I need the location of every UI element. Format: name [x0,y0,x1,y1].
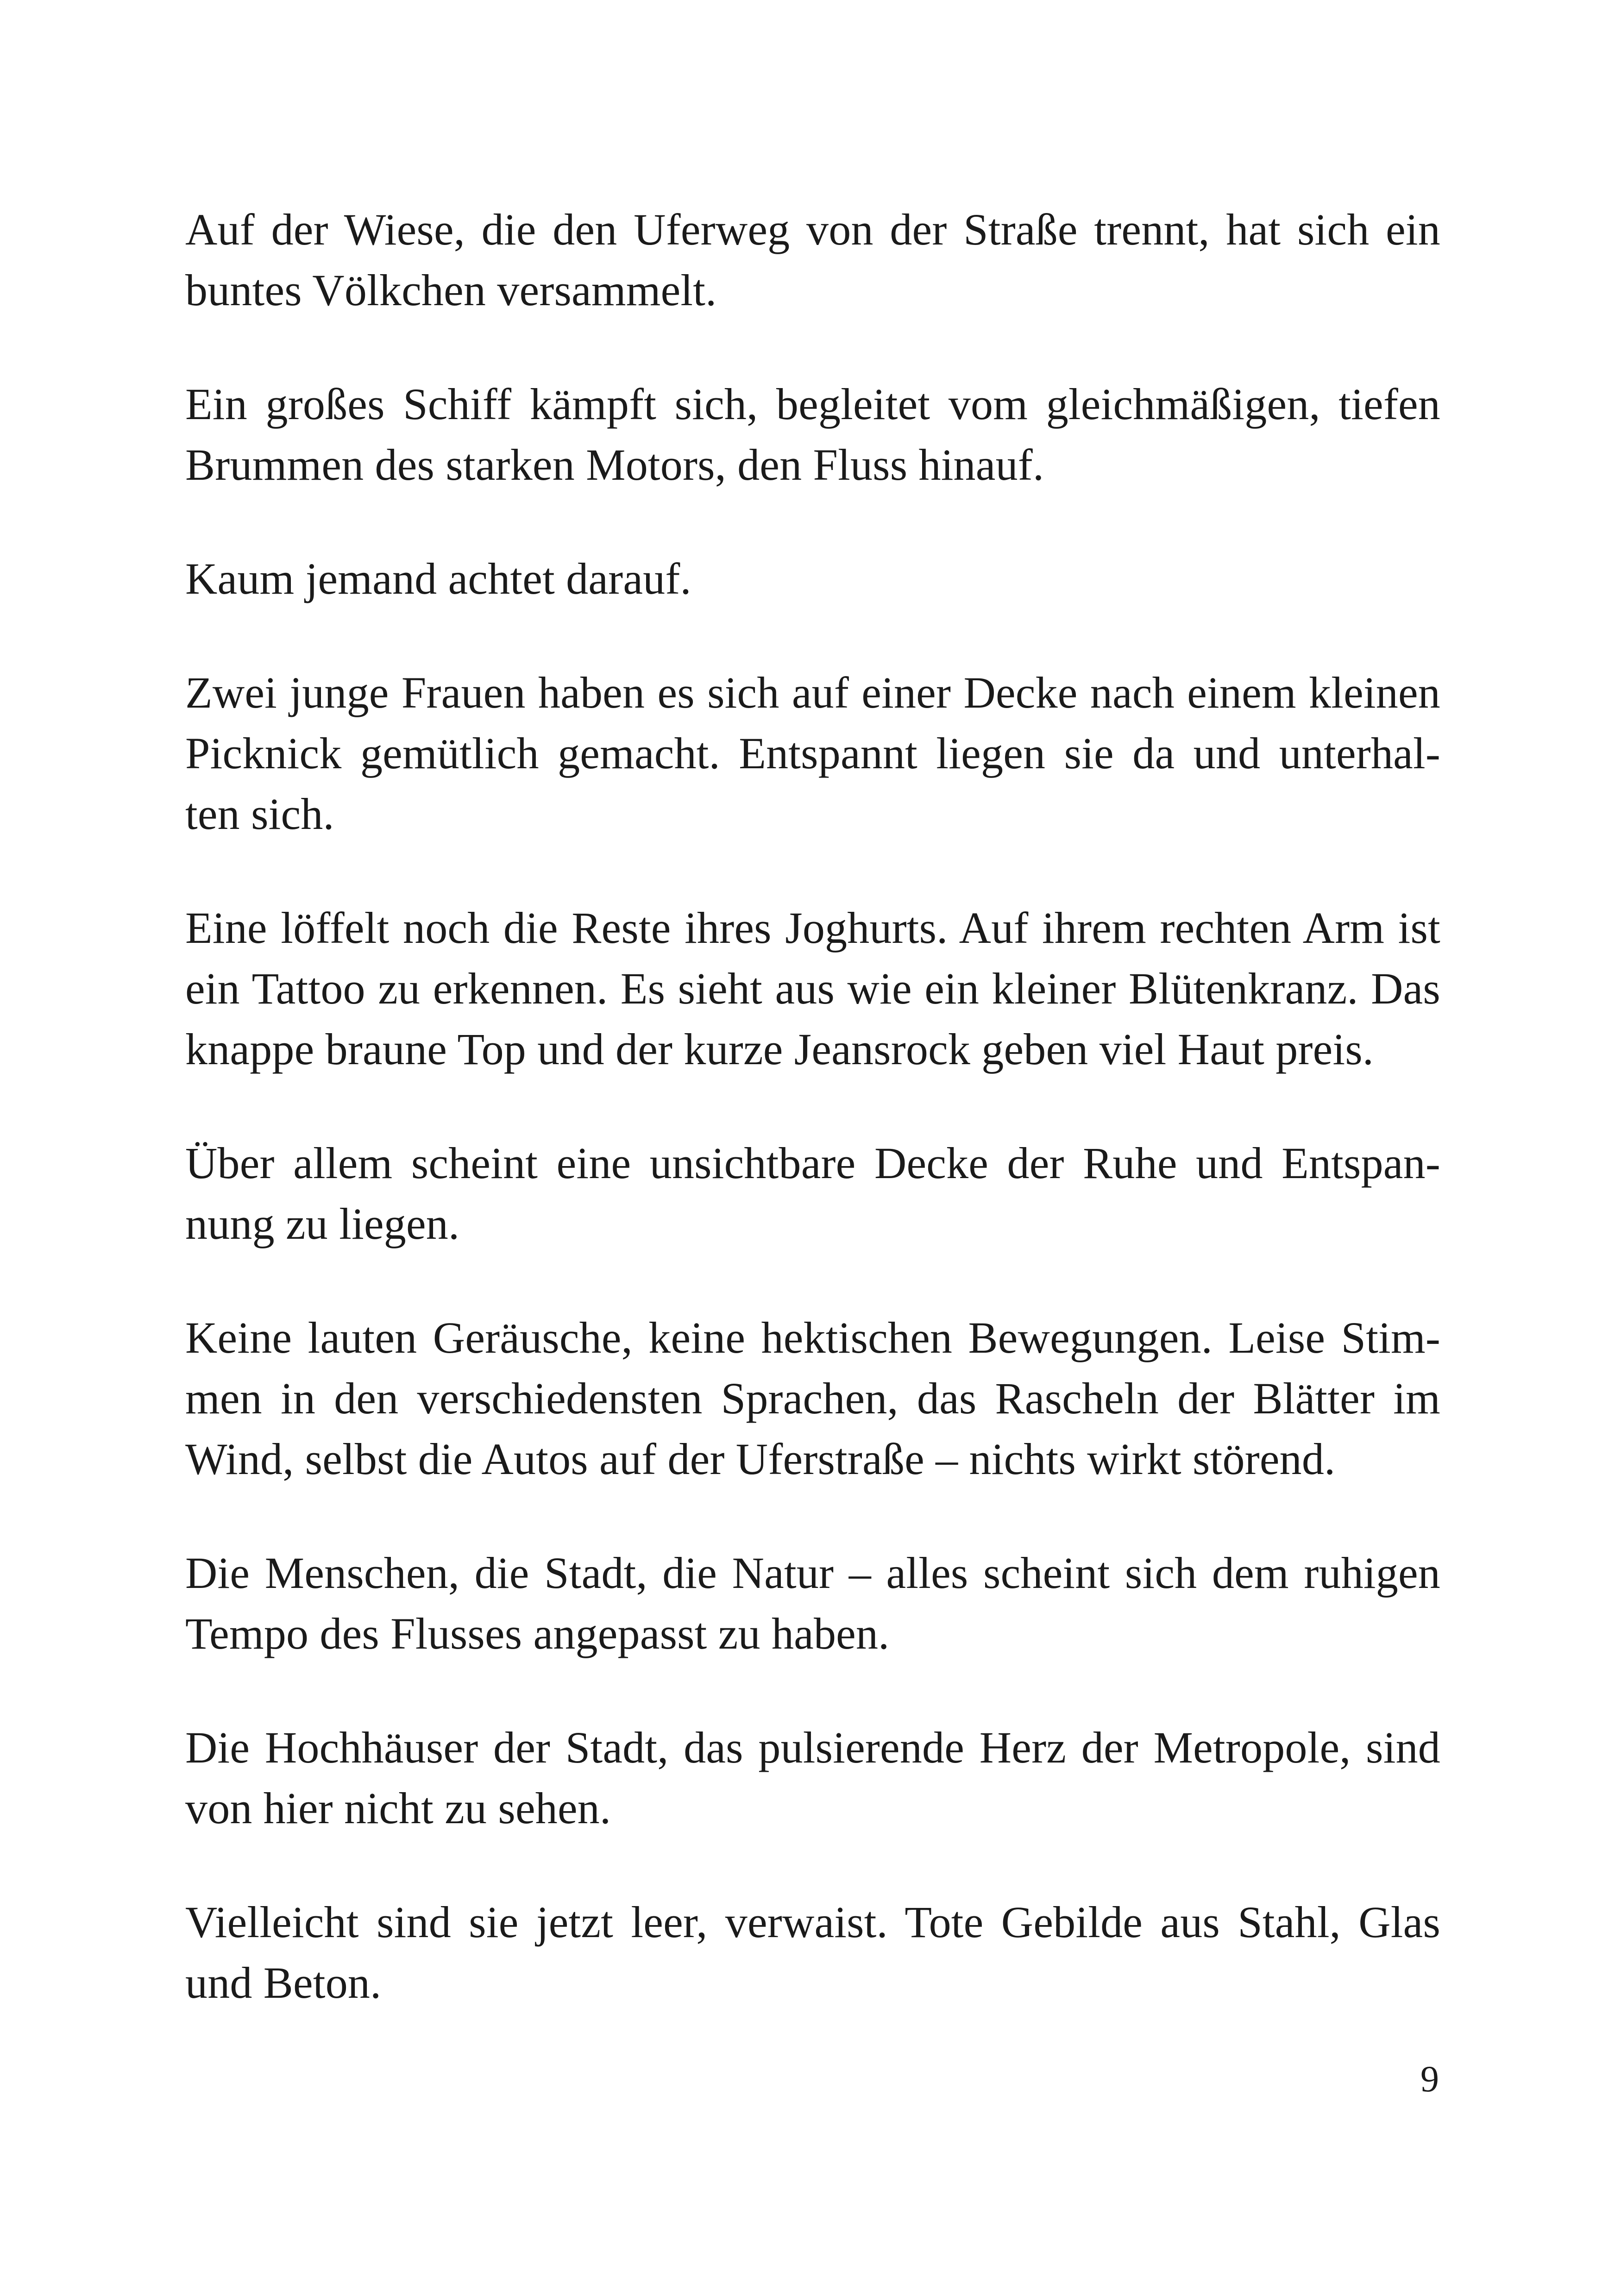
paragraph [185,1892,1440,2013]
text-line: Über allem scheint eine unsichtbare Decke der Ruhe und Entspan- [185,1138,1440,1188]
text-line: knappe braune Top und der kurze Jeansrock geben viel Haut preis. [185,1024,1374,1074]
paragraph [185,1133,1440,1254]
text-line: Die Hochhäuser der Stadt, das pulsierende Herz der Metropole, sind [185,1723,1440,1772]
text-line: Wind, selbst die Autos auf der Uferstraße – nichts wirkt störend. [185,1434,1336,1484]
paragraph [185,1543,1440,1664]
paragraph [185,374,1440,495]
text-line: von hier nicht zu sehen. [185,1783,611,1833]
paragraph [185,662,1440,844]
text-line: Keine lauten Geräusche, keine hektischen Bewegungen. Leise Stim- [185,1313,1440,1362]
paragraph [185,897,1440,1079]
text-line: ten sich. [185,789,334,839]
text-line: Zwei junge Frauen haben es sich auf einer Decke nach einem kleinen [185,668,1440,717]
page-body [185,199,1440,2066]
text-line: Auf der Wiese, die den Uferweg von der Straße trennt, hat sich ein [185,205,1440,254]
text-line: nung zu liegen. [185,1199,460,1248]
page-number: 9 [1420,2059,1439,2100]
text-line: Ein großes Schiff kämpft sich, begleitet vom gleichmäßigen, tiefen [185,379,1440,429]
text-line: Picknick gemütlich gemacht. Entspannt liegen sie da und unterhal- [185,728,1440,778]
text-line: Die Menschen, die Stadt, die Natur – alles scheint sich dem ruhigen [185,1548,1440,1598]
text-line: Tempo des Flusses angepasst zu haben. [185,1609,890,1658]
paragraph [185,1307,1440,1489]
text-line: und Beton. [185,1958,382,2007]
text-line: Kaum jemand achtet darauf. [185,554,691,603]
paragraph [185,548,1440,609]
text-line: ein Tattoo zu erkennen. Es sieht aus wie ein kleiner Blütenkranz. Das [185,964,1440,1013]
text-line: Vielleicht sind sie jetzt leer, verwaist. Tote Gebilde aus Stahl, Glas [185,1897,1440,1947]
text-line: buntes Völkchen versammelt. [185,265,717,315]
paragraph [185,199,1440,320]
text-line: men in den verschiedensten Sprachen, das Rascheln der Blätter im [185,1374,1440,1423]
paragraph [185,1717,1440,1838]
text-line: Brummen des starken Motors, den Fluss hinauf. [185,440,1044,489]
text-line: Eine löffelt noch die Reste ihres Joghurts. Auf ihrem rechten Arm ist [185,903,1440,953]
